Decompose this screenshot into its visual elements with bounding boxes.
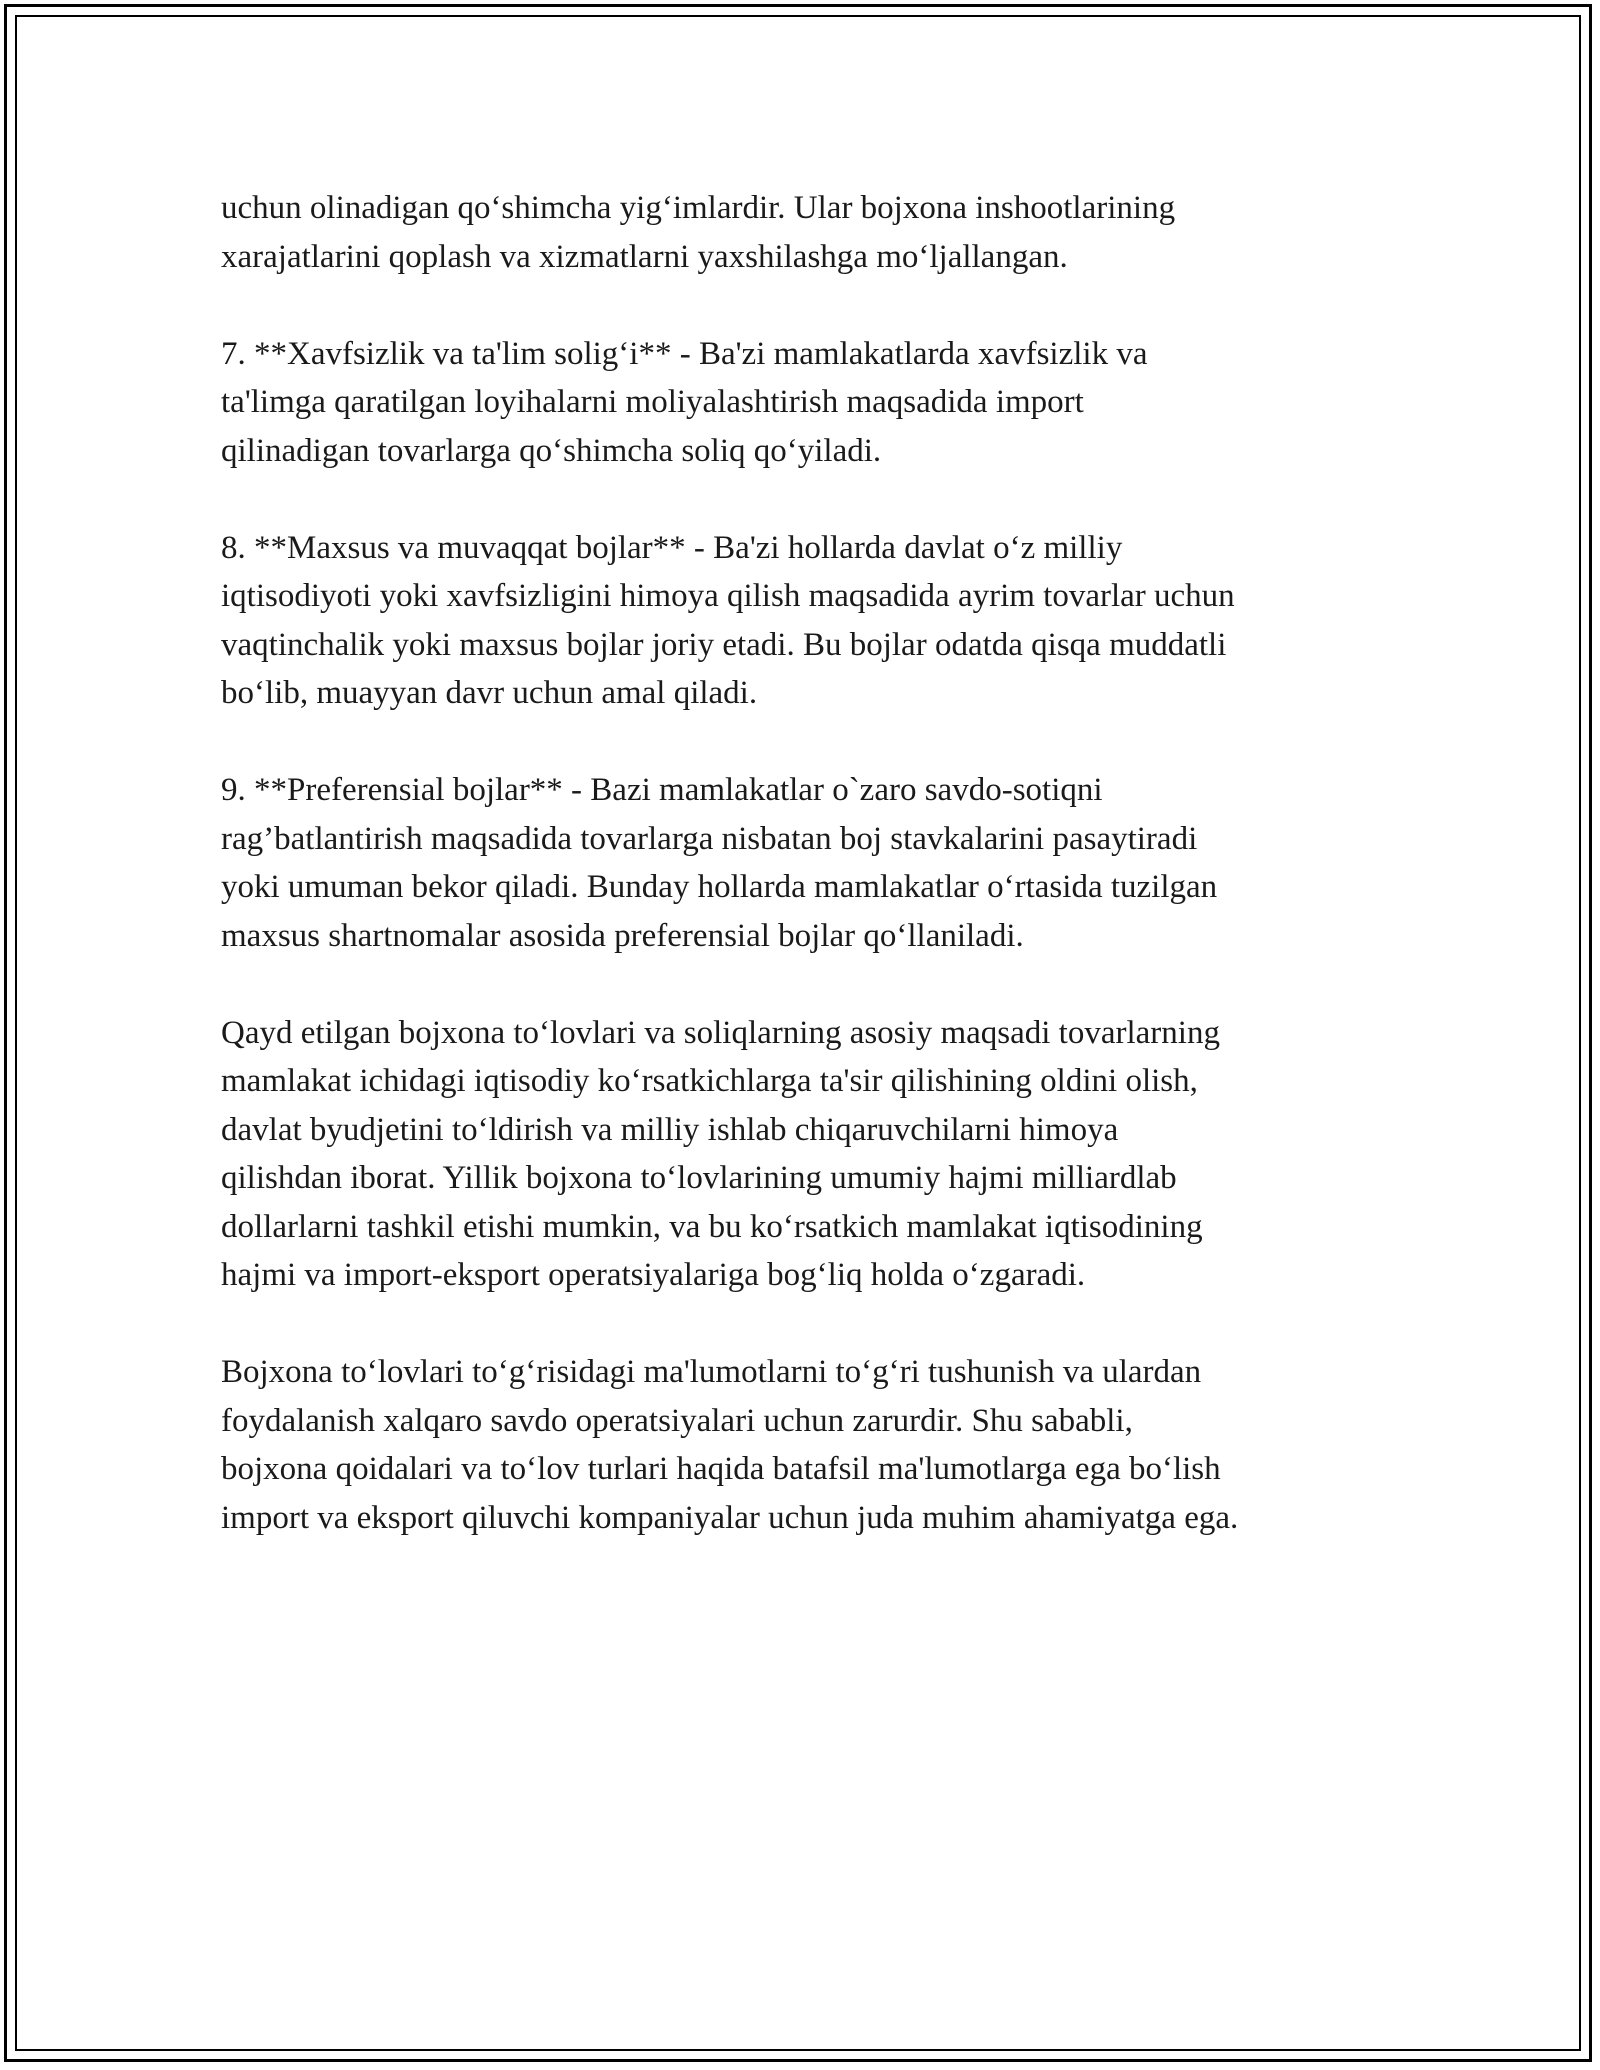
text-line: 7. **Xavfsizlik va ta'lim solig‘i** - Ba'zi mamlakatlarda xavfsizlik va [221, 335, 1148, 372]
document-body [221, 184, 1391, 1591]
text-line: qilinadigan tovarlarga qo‘shimcha soliq qo‘yiladi. [221, 432, 882, 469]
text-line: foydalanish xalqaro savdo operatsiyalari uchun zarurdir. Shu sababli, [221, 1402, 1133, 1439]
text-line: Bojxona to‘lovlari to‘g‘risidagi ma'lumotlarni to‘g‘ri tushunish va ulardan [221, 1354, 1202, 1390]
text-line: 8. **Maxsus va muvaqqat bojlar** - Ba'zi hollarda davlat o‘z milliy [221, 529, 1123, 566]
text-line: davlat byudjetini to‘ldirish va milliy ishlab chiqaruvchilarni himoya [221, 1111, 1119, 1148]
paragraph-conclusion [221, 1348, 1391, 1542]
paragraph-summary [221, 1009, 1391, 1300]
text-line: vaqtinchalik yoki maxsus bojlar joriy etadi. Bu bojlar odatda qisqa muddatli [221, 626, 1227, 663]
text-line: xarajatlarini qoplash va xizmatlarni yaxshilashga mo‘ljallangan. [221, 238, 1068, 275]
text-line: maxsus shartnomalar asosida preferensial bojlar qo‘llaniladi. [221, 917, 1024, 954]
text-line: ta'limga qaratilgan loyihalarni moliyalashtirish maqsadida import [221, 384, 1084, 420]
text-line: dollarlarni tashkil etishi mumkin, va bu ko‘rsatkich mamlakat iqtisodining [221, 1208, 1203, 1245]
paragraph-tolls-continuation [221, 184, 1391, 281]
text-line: rag’batlantirish maqsadida tovarlarga nisbatan boj stavkalarini pasaytiradi [221, 820, 1198, 857]
text-line: qilishdan iborat. Yillik bojxona to‘lovlarining umumiy hajmi milliardlab [221, 1160, 1177, 1196]
paragraph-item-7 [221, 330, 1391, 476]
text-line: mamlakat ichidagi iqtisodiy ko‘rsatkichlarga ta'sir qilishining oldini olish, [221, 1063, 1198, 1099]
text-line: Qayd etilgan bojxona to‘lovlari va soliqlarning asosiy maqsadi tovarlarning [221, 1014, 1220, 1051]
text-line: 9. **Preferensial bojlar** - Bazi mamlakatlar o`zaro savdo-sotiqni [221, 772, 1103, 808]
text-line: uchun olinadigan qo‘shimcha yig‘imlardir. Ular bojxona inshootlarining [221, 190, 1176, 226]
text-line: hajmi va import-eksport operatsiyalariga bog‘liq holda o‘zgaradi. [221, 1257, 1086, 1293]
text-line: bo‘lib, muayyan davr uchun amal qiladi. [221, 675, 758, 711]
text-line: bojxona qoidalari va to‘lov turlari haqida batafsil ma'lumotlarga ega bo‘lish [221, 1451, 1221, 1487]
paragraph-item-8 [221, 524, 1391, 718]
text-line: yoki umuman bekor qiladi. Bunday hollarda mamlakatlar o‘rtasida tuzilgan [221, 869, 1218, 905]
text-line: import va eksport qiluvchi kompaniyalar uchun juda muhim ahamiyatga ega. [221, 1499, 1239, 1536]
paragraph-item-9 [221, 766, 1391, 960]
text-line: iqtisodiyoti yoki xavfsizligini himoya qilish maqsadida ayrim tovarlar uchun [221, 578, 1235, 614]
